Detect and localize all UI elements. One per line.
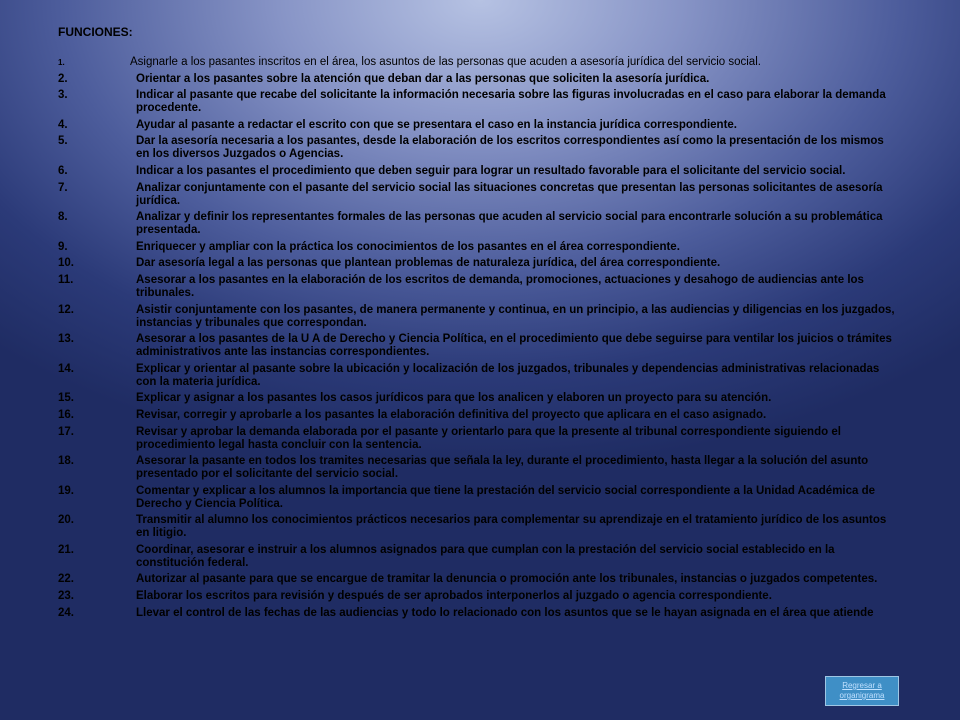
- function-text: Asignarle a los pasantes inscritos en el área, los asuntos de las personas que acuden a asesoría jurídica del servicio social.: [130, 56, 761, 68]
- function-item: [58, 607, 900, 620]
- function-text: Indicar a los pasantes el procedimiento que deben seguir para lograr un resultado favorable para el solicitante del servicio social.: [136, 164, 846, 177]
- function-number: 21.: [58, 543, 74, 556]
- function-number: 4.: [58, 118, 68, 131]
- function-item: [58, 257, 900, 270]
- function-number: 15.: [58, 392, 74, 405]
- function-text: Asesorar la pasante en todos los tramites necesarias que señala la ley, durante el procedimiento, hasta llegar a la solución del asunto presentado por el solicitante del servicio social.: [136, 455, 869, 481]
- function-number: 12.: [58, 303, 74, 316]
- function-number: 1.: [58, 58, 65, 67]
- function-text: Asistir conjuntamente con los pasantes, de manera permanente y continua, en un principio, a las audiencias y diligencias en los juzgados, instancias y tribunales que correspondan.: [136, 303, 895, 329]
- function-number: 5.: [58, 135, 68, 148]
- function-text: Analizar conjuntamente con el pasante del servicio social las situaciones concretas que presentan las personas solicitantes de asesoría jurídica.: [136, 181, 883, 207]
- function-item: [58, 73, 900, 86]
- function-item: [58, 590, 900, 603]
- function-number: 13.: [58, 333, 74, 346]
- function-text: Comentar y explicar a los alumnos la importancia que tiene la prestación del servicio social correspondiente a la Unidad Académica de Derecho y Ciencia Política.: [136, 484, 876, 510]
- function-item: [58, 333, 900, 359]
- function-text: Asesorar a los pasantes de la U A de Derecho y Ciencia Política, en el procedimiento que debe seguirse para ventilar los juicios o trámites administrativos ante las instancias correspondientes.: [136, 333, 892, 359]
- function-number: 7.: [58, 181, 68, 194]
- function-number: 16.: [58, 408, 74, 421]
- function-item: [58, 392, 900, 405]
- function-item: [58, 363, 900, 389]
- function-item: [58, 211, 900, 237]
- function-number: 20.: [58, 514, 74, 527]
- function-text: Indicar al pasante que recabe del solicitante la información necesaria sobre las figuras involucradas en el caso para elaborar la demanda procedente.: [136, 89, 886, 115]
- function-number: 18.: [58, 455, 74, 468]
- function-text: Analizar y definir los representantes formales de las personas que acuden al servicio social para encontrarle solución a su problemática presentada.: [136, 211, 883, 237]
- function-item: [58, 241, 900, 254]
- back-to-organigram-button[interactable]: [825, 676, 899, 706]
- function-text: Explicar y orientar al pasante sobre la ubicación y localización de los juzgados, tribunales y dependencias administrativas relacionadas con la materia jurídica.: [136, 362, 880, 388]
- function-text: Dar la asesoría necesaria a los pasantes, desde la elaboración de los escritos correspondientes así como la presentación de los mismos en los diversos Juzgados o Agencias.: [136, 135, 884, 161]
- function-number: 23.: [58, 590, 74, 603]
- function-text: Transmitir al alumno los conocimientos prácticos necesarios para complementar su aprendizaje en el tratamiento jurídico de los asuntos en litigio.: [136, 514, 887, 540]
- function-text: Orientar a los pasantes sobre la atención que deban dar a las personas que soliciten la asesoría jurídica.: [136, 72, 710, 85]
- function-number: 24.: [58, 606, 74, 619]
- function-number: 2.: [58, 72, 68, 85]
- function-item: [58, 135, 900, 161]
- function-number: 3.: [58, 89, 68, 102]
- function-text: Explicar y asignar a los pasantes los casos jurídicos para que los analicen y elaboren un proyecto para su atención.: [136, 392, 772, 405]
- function-text: Revisar y aprobar la demanda elaborada por el pasante y orientarlo para que la presente al tribunal correspondiente siguiendo el procedimiento legal hasta concluir con la sentencia.: [136, 425, 841, 451]
- function-item: [58, 485, 900, 511]
- function-text: Coordinar, asesorar e instruir a los alumnos asignados para que cumplan con la prestación del servicio social establecido en la constitución federal.: [136, 543, 835, 569]
- function-item: [58, 426, 900, 452]
- function-item: [58, 165, 900, 178]
- functions-list: [58, 56, 900, 620]
- function-text: Elaborar los escritos para revisión y después de ser aprobados interponerlos al juzgado o agencia correspondiente.: [136, 590, 772, 603]
- function-text: Llevar el control de las fechas de las audiencias y todo lo relacionado con los asuntos que se le hayan asignada en el área que atiende: [136, 606, 874, 619]
- function-item: [58, 89, 900, 115]
- function-number: 19.: [58, 484, 74, 497]
- function-text: Ayudar al pasante a redactar el escrito con que se presentara el caso en la instancia jurídica correspondiente.: [136, 118, 738, 131]
- function-number: 9.: [58, 240, 68, 253]
- function-text: Revisar, corregir y aprobarle a los pasantes la elaboración definitiva del proyecto que aplicara en el caso asignado.: [136, 408, 767, 421]
- function-number: 11.: [58, 273, 74, 286]
- function-item: [58, 119, 900, 132]
- function-item: [58, 514, 900, 540]
- function-item: [58, 455, 900, 481]
- function-number: 10.: [58, 257, 74, 270]
- function-number: 22.: [58, 573, 74, 586]
- function-item: [58, 274, 900, 300]
- function-item: [58, 56, 900, 69]
- function-number: 8.: [58, 211, 68, 224]
- slide-heading: FUNCIONES:: [58, 25, 133, 39]
- function-number: 6.: [58, 164, 68, 177]
- function-item: [58, 573, 900, 586]
- function-item: [58, 544, 900, 570]
- function-item: [58, 304, 900, 330]
- function-text: Autorizar al pasante para que se encargue de tramitar la denuncia o promoción ante los tribunales, instancias o juzgados competentes.: [136, 573, 878, 586]
- function-item: [58, 409, 900, 422]
- function-number: 14.: [58, 362, 74, 375]
- function-text: Dar asesoría legal a las personas que plantean problemas de naturaleza jurídica, del área correspondiente.: [136, 257, 721, 270]
- back-to-organigram-label: Regresar a organigrama: [839, 681, 885, 700]
- function-text: Enriquecer y ampliar con la práctica los conocimientos de los pasantes en el área correspondiente.: [136, 240, 680, 253]
- function-number: 17.: [58, 425, 74, 438]
- slide-content: [58, 25, 900, 623]
- function-item: [58, 182, 900, 208]
- function-text: Asesorar a los pasantes en la elaboración de los escritos de demanda, promociones, actuaciones y desahogo de audiencias ante los tribunales.: [136, 273, 864, 299]
